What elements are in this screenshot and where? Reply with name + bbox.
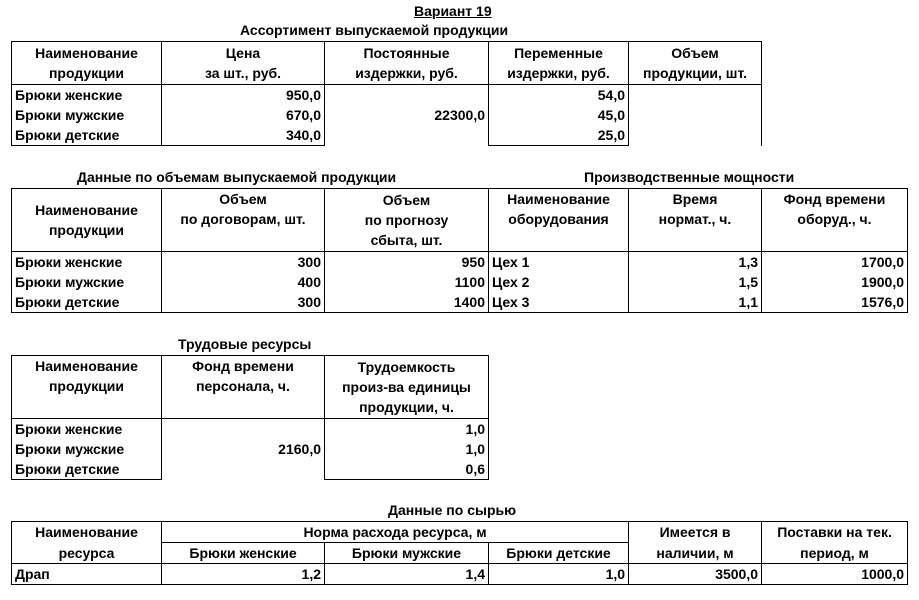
table-row: Брюки мужские 400 1100 xyxy=(12,272,489,292)
header-norm-time: Время нормат., ч. xyxy=(629,189,762,252)
header-product: Наименование продукции xyxy=(12,42,162,85)
header-resource: Наименование xyxy=(12,522,162,543)
header-fixed: Постоянные издержки, руб. xyxy=(325,42,489,85)
table-row: Драп 1,2 1,4 1,0 3500,0 1000,0 xyxy=(12,564,908,585)
header-staff-fund: Фонд времени персонала, ч. xyxy=(162,356,325,419)
header-forecast: Объем по прогнозу сбыта, шт. xyxy=(325,189,489,252)
header-labor-intensity: Трудоемкость произ-ва единицы продукции, ч. xyxy=(325,356,489,419)
table-row: Цех 2 1,5 1900,0 xyxy=(489,272,908,292)
table-row: Брюки мужские 1,0 xyxy=(12,439,489,459)
capacity-table xyxy=(488,188,908,313)
table-row: Брюки женские 2160,0 1,0 xyxy=(12,419,489,440)
volume-cell xyxy=(629,85,762,146)
table-row: Брюки детские 300 1400 xyxy=(12,292,489,313)
table-row: Цех 3 1,1 1576,0 xyxy=(489,292,908,313)
header-product: Наименование продукции xyxy=(12,356,162,419)
materials-table: Наименование Норма расхода ресурса, м Имеется в Поставки на тек. ресурса Брюки женские Брюки мужские Брюки детские наличии, м период, м Драп 1,2 1,4 1,0 3500,0 1000,0 xyxy=(11,521,908,585)
volumes-table xyxy=(11,188,489,313)
variant-title: Вариант 19 xyxy=(414,3,492,19)
capacity-title: Производственные мощности xyxy=(584,169,795,185)
header-variable: Переменные издержки, руб. xyxy=(489,42,629,85)
assortment-title: Ассортимент выпускаемой продукции xyxy=(240,22,509,38)
materials-title: Данные по сырью xyxy=(388,502,517,518)
header-kids: Брюки детские xyxy=(489,543,629,564)
staff-fund-cell: 2160,0 xyxy=(162,419,325,480)
header-equipment: Наименование оборудования xyxy=(489,189,629,252)
header-supply: Поставки на тек. xyxy=(762,522,908,543)
header-time-fund: Фонд времени оборуд., ч. xyxy=(762,189,908,252)
volumes-title: Данные по объемам выпускаемой продукции xyxy=(77,169,397,185)
table-row: Брюки женские 950,0 22300,0 54,0 xyxy=(12,85,762,106)
header-volume: Объем продукции, шт. xyxy=(629,42,762,85)
header-product: Наименование продукции xyxy=(12,189,162,252)
labor-table xyxy=(11,355,489,480)
header-stock: Имеется в xyxy=(629,522,762,543)
table-row: Брюки детские 340,0 25,0 xyxy=(12,125,762,146)
header-women: Брюки женские xyxy=(162,543,325,564)
fixed-costs-cell: 22300,0 xyxy=(325,85,489,146)
assortment-table xyxy=(11,41,762,146)
table-row: Брюки детские 0,6 xyxy=(12,459,489,480)
header-price: Цена за шт., руб. xyxy=(162,42,325,85)
header-men: Брюки мужские xyxy=(325,543,489,564)
labor-title: Трудовые ресурсы xyxy=(178,336,312,352)
table-row: Цех 1 1,3 1700,0 xyxy=(489,252,908,273)
header-norm: Норма расхода ресурса, м xyxy=(162,522,629,543)
table-row: Брюки мужские 670,0 45,0 xyxy=(12,105,762,125)
header-contract: Объем по договорам, шт. xyxy=(162,189,325,252)
table-row: Брюки женские 300 950 xyxy=(12,252,489,273)
